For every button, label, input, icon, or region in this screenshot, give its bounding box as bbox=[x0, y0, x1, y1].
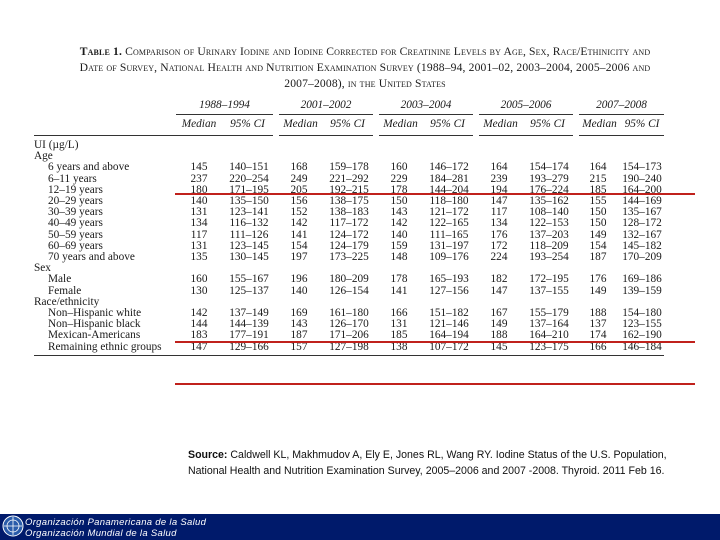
source-text: Caldwell KL, Makhmudov A, Ely E, Jones RL, Wang RY. Iodine Status of the U.S. Population, National Health and Nutrition Examination Survey, 2005–2006 and 2007 -2008. Thyroid. 2011 Feb 16. bbox=[188, 449, 667, 477]
median-cell: 131 bbox=[190, 239, 208, 252]
ci-cell: 121–146 bbox=[429, 318, 469, 331]
ci-cell: 164–210 bbox=[529, 329, 569, 342]
ci-cell: 108–140 bbox=[529, 206, 569, 219]
median-cell: 178 bbox=[390, 273, 408, 286]
median-cell: 149 bbox=[490, 318, 508, 331]
ci-cell: 135–167 bbox=[622, 206, 662, 219]
row-label: 40–49 years bbox=[48, 217, 103, 230]
median-cell: 187 bbox=[290, 329, 308, 342]
ci-cell: 125–137 bbox=[229, 284, 269, 297]
median-cell: 135 bbox=[190, 251, 208, 264]
median-header: Median bbox=[376, 115, 422, 136]
period-header: 2003–2004 bbox=[376, 98, 476, 115]
row-label: 20–29 years bbox=[48, 195, 103, 208]
highlight-line-bottom bbox=[175, 383, 695, 385]
median-cell: 117 bbox=[190, 228, 208, 241]
caption-label: Table 1. bbox=[79, 45, 123, 58]
ci-cell: 137–149 bbox=[229, 307, 269, 320]
ci-cell: 145–182 bbox=[622, 239, 662, 252]
median-cell: 134 bbox=[490, 217, 508, 230]
median-cell: 215 bbox=[589, 172, 607, 185]
row-label: 50–59 years bbox=[48, 228, 103, 241]
ci-cell: 122–153 bbox=[529, 217, 569, 230]
ci-cell: 117–172 bbox=[329, 217, 369, 230]
median-cell: 157 bbox=[276, 342, 322, 356]
group-label: Sex bbox=[34, 262, 51, 275]
median-cell: 237 bbox=[190, 172, 208, 185]
unit-row bbox=[34, 136, 664, 152]
median-header: Median bbox=[476, 115, 522, 136]
ci-cell: 159–178 bbox=[329, 161, 369, 174]
median-cell: 147 bbox=[490, 195, 508, 208]
ci-cell: 107–172 bbox=[422, 342, 476, 356]
ci-cell: 164–194 bbox=[429, 329, 469, 342]
ci-cell: 118–209 bbox=[529, 239, 569, 252]
org-name-who: Organización Mundial de la Salud bbox=[25, 528, 177, 539]
period-header: 1988–1994 bbox=[176, 98, 276, 115]
ci-cell: 155–179 bbox=[529, 307, 569, 320]
table-body bbox=[34, 136, 664, 356]
row-label: Mexican-Americans bbox=[48, 329, 141, 342]
median-cell: 140 bbox=[390, 228, 408, 241]
table-row bbox=[34, 342, 664, 356]
row-label: 70 years and above bbox=[48, 251, 135, 264]
median-cell: 229 bbox=[390, 172, 408, 185]
ci-cell: 162–190 bbox=[622, 329, 662, 342]
median-header: Median bbox=[276, 115, 322, 136]
ci-cell: 123–175 bbox=[522, 342, 576, 356]
row-label: Remaining ethnic groups bbox=[34, 342, 176, 356]
median-cell: 145 bbox=[476, 342, 522, 356]
median-cell: 150 bbox=[589, 206, 607, 219]
median-cell: 178 bbox=[390, 183, 408, 196]
median-cell: 141 bbox=[290, 228, 308, 241]
ci-cell: 170–209 bbox=[622, 251, 662, 264]
median-cell: 131 bbox=[390, 318, 408, 331]
median-cell: 149 bbox=[589, 284, 607, 297]
ci-cell: 165–193 bbox=[429, 273, 469, 286]
row-label: Male bbox=[48, 273, 72, 286]
ci-cell: 128–172 bbox=[622, 217, 662, 230]
median-cell: 224 bbox=[490, 251, 508, 264]
median-cell: 149 bbox=[589, 228, 607, 241]
row-label: 6–11 years bbox=[48, 172, 97, 185]
row-label: Non–Hispanic black bbox=[48, 318, 141, 331]
ci-cell: 177–191 bbox=[229, 329, 269, 342]
ci-cell: 193–279 bbox=[529, 172, 569, 185]
median-cell: 152 bbox=[290, 206, 308, 219]
median-cell: 134 bbox=[190, 217, 208, 230]
ci-header: 95% CI bbox=[422, 115, 476, 136]
table-row bbox=[34, 218, 664, 229]
ci-cell: 193–254 bbox=[529, 251, 569, 264]
ci-cell: 161–180 bbox=[329, 307, 369, 320]
caption-text: Comparison of Urinary Iodine and Iodine Corrected for Creatinine Levels by Age, Sex, Race/Ethinicity and Date of Survey, National Health and Nutrition Examination Survey (1988–94, 2001–02, 2003–2004, 2005–2006 and 2007–2008), in the United States bbox=[79, 45, 651, 90]
ci-cell: 121–172 bbox=[429, 206, 469, 219]
ci-cell: 144–139 bbox=[229, 318, 269, 331]
median-cell: 205 bbox=[290, 183, 308, 196]
ci-header: 95% CI bbox=[620, 115, 664, 136]
ci-cell: 109–176 bbox=[429, 251, 469, 264]
median-cell: 137 bbox=[589, 318, 607, 331]
median-cell: 182 bbox=[490, 273, 508, 286]
ci-cell: 146–172 bbox=[429, 161, 469, 174]
ci-cell: 126–154 bbox=[329, 284, 369, 297]
ci-cell: 146–184 bbox=[620, 342, 664, 356]
median-cell: 185 bbox=[390, 329, 408, 342]
ci-cell: 127–198 bbox=[322, 342, 376, 356]
ci-cell: 173–225 bbox=[329, 251, 369, 264]
ci-cell: 154–173 bbox=[622, 161, 662, 174]
median-cell: 197 bbox=[290, 251, 308, 264]
row-label: 30–39 years bbox=[48, 206, 103, 219]
ci-cell: 135–162 bbox=[529, 195, 569, 208]
row-label: Non–Hispanic white bbox=[48, 307, 142, 320]
ci-cell: 184–281 bbox=[429, 172, 469, 185]
median-cell: 194 bbox=[490, 183, 508, 196]
median-cell: 188 bbox=[589, 307, 607, 320]
median-cell: 169 bbox=[290, 307, 308, 320]
source-citation bbox=[188, 447, 668, 479]
ci-cell: 180–209 bbox=[329, 273, 369, 286]
table-caption bbox=[70, 44, 660, 92]
ci-cell: 171–195 bbox=[229, 183, 269, 196]
median-cell: 160 bbox=[390, 161, 408, 174]
table-row bbox=[34, 274, 664, 285]
row-label: 12–19 years bbox=[48, 183, 103, 196]
median-header: Median bbox=[176, 115, 222, 136]
ci-cell: 131–197 bbox=[429, 239, 469, 252]
median-cell: 144 bbox=[190, 318, 208, 331]
ci-cell: 171–206 bbox=[329, 329, 369, 342]
ci-cell: 124–179 bbox=[329, 239, 369, 252]
ci-cell: 151–182 bbox=[429, 307, 469, 320]
median-cell: 142 bbox=[290, 217, 308, 230]
median-cell: 147 bbox=[176, 342, 222, 356]
median-cell: 138 bbox=[376, 342, 422, 356]
paho-logo-icon bbox=[2, 515, 24, 537]
row-label: 6 years and above bbox=[48, 161, 130, 174]
row-label: 60–69 years bbox=[48, 239, 103, 252]
ci-cell: 137–164 bbox=[529, 318, 569, 331]
median-cell: 148 bbox=[390, 251, 408, 264]
median-cell: 164 bbox=[589, 161, 607, 174]
median-cell: 147 bbox=[490, 284, 508, 297]
ci-cell: 123–141 bbox=[229, 206, 269, 219]
median-cell: 168 bbox=[290, 161, 308, 174]
median-cell: 140 bbox=[190, 195, 208, 208]
median-cell: 164 bbox=[490, 161, 508, 174]
median-cell: 156 bbox=[290, 195, 308, 208]
median-cell: 239 bbox=[490, 172, 508, 185]
period-header: 2007–2008 bbox=[576, 98, 664, 115]
ci-cell: 155–167 bbox=[229, 273, 269, 286]
median-cell: 180 bbox=[190, 183, 208, 196]
ci-cell: 116–132 bbox=[229, 217, 269, 230]
median-cell: 150 bbox=[390, 195, 408, 208]
median-cell: 131 bbox=[190, 206, 208, 219]
ci-cell: 135–150 bbox=[229, 195, 269, 208]
ci-cell: 220–254 bbox=[229, 172, 269, 185]
median-cell: 176 bbox=[490, 228, 508, 241]
footer-bar bbox=[0, 514, 720, 540]
ci-cell: 144–204 bbox=[429, 183, 469, 196]
median-cell: 172 bbox=[490, 239, 508, 252]
median-cell: 160 bbox=[190, 273, 208, 286]
ci-cell: 140–151 bbox=[229, 161, 269, 174]
ci-cell: 118–180 bbox=[429, 195, 469, 208]
ci-cell: 127–156 bbox=[429, 284, 469, 297]
highlight-line-middle bbox=[175, 341, 695, 343]
median-cell: 249 bbox=[290, 172, 308, 185]
ci-cell: 190–240 bbox=[622, 172, 662, 185]
median-cell: 142 bbox=[390, 217, 408, 230]
source-label: Source: bbox=[188, 449, 228, 461]
ci-cell: 124–172 bbox=[329, 228, 369, 241]
median-cell: 145 bbox=[190, 161, 208, 174]
ci-cell: 139–159 bbox=[622, 284, 662, 297]
ci-cell: 138–175 bbox=[329, 195, 369, 208]
table-row bbox=[34, 162, 664, 173]
median-cell: 141 bbox=[390, 284, 408, 297]
median-cell: 187 bbox=[589, 251, 607, 264]
period-header: 2005–2006 bbox=[476, 98, 576, 115]
ci-cell: 192–215 bbox=[329, 183, 369, 196]
ci-cell: 169–186 bbox=[622, 273, 662, 286]
group-label: Age bbox=[34, 150, 53, 163]
median-cell: 167 bbox=[490, 307, 508, 320]
median-cell: 183 bbox=[190, 329, 208, 342]
ci-cell: 138–183 bbox=[329, 206, 369, 219]
ci-header: 95% CI bbox=[522, 115, 576, 136]
ci-cell: 137–155 bbox=[529, 284, 569, 297]
row-label: Female bbox=[48, 284, 82, 297]
table-row bbox=[34, 252, 664, 263]
ci-cell: 111–165 bbox=[429, 228, 469, 241]
ci-cell: 126–170 bbox=[329, 318, 369, 331]
median-cell: 166 bbox=[390, 307, 408, 320]
ci-cell: 172–195 bbox=[529, 273, 569, 286]
median-cell: 143 bbox=[390, 206, 408, 219]
ci-cell: 154–180 bbox=[622, 307, 662, 320]
median-cell: 142 bbox=[190, 307, 208, 320]
ci-cell: 164–200 bbox=[622, 183, 662, 196]
ci-cell: 132–167 bbox=[622, 228, 662, 241]
median-cell: 154 bbox=[290, 239, 308, 252]
ci-cell: 154–174 bbox=[529, 161, 569, 174]
ci-cell: 123–155 bbox=[622, 318, 662, 331]
median-cell: 140 bbox=[290, 284, 308, 297]
median-cell: 117 bbox=[490, 206, 508, 219]
table-row bbox=[34, 286, 664, 297]
median-cell: 159 bbox=[390, 239, 408, 252]
ci-cell: 129–166 bbox=[222, 342, 276, 356]
ci-cell: 111–126 bbox=[229, 228, 269, 241]
table-row bbox=[34, 330, 664, 341]
ci-header: 95% CI bbox=[322, 115, 376, 136]
median-cell: 130 bbox=[190, 284, 208, 297]
ci-cell: 130–145 bbox=[229, 251, 269, 264]
org-name-paho: Organización Panamericana de la Salud bbox=[25, 517, 207, 528]
ci-cell: 144–169 bbox=[622, 195, 662, 208]
median-cell: 154 bbox=[589, 239, 607, 252]
ci-cell: 176–224 bbox=[529, 183, 569, 196]
ci-cell: 137–203 bbox=[529, 228, 569, 241]
unit-label: UI (µg/L) bbox=[34, 139, 79, 151]
median-cell: 150 bbox=[589, 217, 607, 230]
ci-cell: 123–145 bbox=[229, 239, 269, 252]
median-cell: 185 bbox=[589, 183, 607, 196]
median-cell: 155 bbox=[589, 195, 607, 208]
data-table bbox=[34, 98, 664, 356]
median-cell: 176 bbox=[589, 273, 607, 286]
median-cell: 188 bbox=[490, 329, 508, 342]
median-cell: 143 bbox=[290, 318, 308, 331]
period-header: 2001–2002 bbox=[276, 98, 376, 115]
column-header-row bbox=[34, 115, 664, 136]
median-cell: 174 bbox=[589, 329, 607, 342]
highlight-line-top bbox=[175, 193, 695, 195]
median-cell: 166 bbox=[576, 342, 620, 356]
group-label: Race/ethnicity bbox=[34, 295, 100, 308]
median-cell: 196 bbox=[290, 273, 308, 286]
ci-cell: 221–292 bbox=[329, 172, 369, 185]
ci-header: 95% CI bbox=[222, 115, 276, 136]
ci-cell: 122–165 bbox=[429, 217, 469, 230]
median-header: Median bbox=[576, 115, 620, 136]
period-header-row bbox=[34, 98, 664, 115]
